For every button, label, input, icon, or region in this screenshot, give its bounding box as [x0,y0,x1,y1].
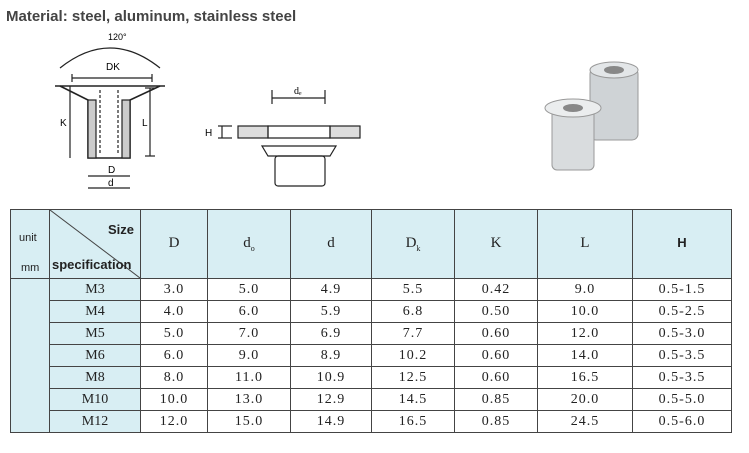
de-label: dₑ [294,86,302,97]
d-outer-label: d [108,178,114,189]
value-cell: 6.0 [141,345,208,367]
header-K: K [455,210,538,279]
size-cell: M8 [50,367,141,389]
technical-drawings [0,28,749,208]
size-cell: M12 [50,411,141,433]
value-cell: 12.0 [141,411,208,433]
value-cell: 10.0 [538,301,633,323]
value-cell: 16.5 [538,367,633,389]
value-cell: 4.0 [141,301,208,323]
table-row [11,411,732,433]
value-cell: 0.5-3.5 [633,367,732,389]
specification-table [10,209,732,433]
value-cell: 5.5 [372,279,455,301]
value-cell: 15.0 [208,411,291,433]
value-cell: 0.5-3.0 [633,323,732,345]
value-cell: 3.0 [141,279,208,301]
size-cell: M4 [50,301,141,323]
value-cell: 6.9 [291,323,372,345]
value-cell: 7.7 [372,323,455,345]
value-cell: 0.5-5.0 [633,389,732,411]
value-cell: 6.8 [372,301,455,323]
h-label: H [205,128,213,139]
header-H: H [633,210,732,279]
page-title: Material: steel, aluminum, stainless steel [6,8,297,25]
table-row [11,389,732,411]
size-spec-header [50,210,141,279]
value-cell: 13.0 [208,389,291,411]
value-cell: 16.5 [372,411,455,433]
value-cell: 14.0 [538,345,633,367]
value-cell: 0.5-2.5 [633,301,732,323]
value-cell: 0.60 [455,323,538,345]
value-cell: 9.0 [208,345,291,367]
unit-column-blank [11,279,50,433]
value-cell: 8.9 [291,345,372,367]
header-dk: $D_k$ [372,210,455,279]
value-cell: 0.85 [455,411,538,433]
value-cell: 7.0 [208,323,291,345]
specification-label: specification [52,257,132,272]
value-cell: 10.0 [141,389,208,411]
value-cell: 0.5-3.5 [633,345,732,367]
value-cell: 0.42 [455,279,538,301]
header-L: L [538,210,633,279]
value-cell: 10.9 [291,367,372,389]
value-cell: 12.9 [291,389,372,411]
value-cell: 12.0 [538,323,633,345]
table-header-row [11,210,732,279]
value-cell: 20.0 [538,389,633,411]
value-cell: 4.9 [291,279,372,301]
value-cell: 5.9 [291,301,372,323]
value-cell: 0.85 [455,389,538,411]
value-cell: 5.0 [208,279,291,301]
l-label: L [142,118,148,129]
value-cell: 11.0 [208,367,291,389]
mm-label: mm [21,262,40,274]
angle-label: 120° [108,32,127,42]
size-cell: M5 [50,323,141,345]
unit-label: unit [19,232,37,244]
table-row [11,279,732,301]
value-cell: 5.0 [141,323,208,345]
table-row [11,367,732,389]
unit-cell [11,210,50,279]
header-d: d [291,210,372,279]
size-label: Size [107,222,134,237]
value-cell: 24.5 [538,411,633,433]
header-do: $d_o$ [208,210,291,279]
value-cell: 6.0 [208,301,291,323]
installed-nut-drawing [218,90,360,186]
dk-label: DK [106,62,120,73]
k-label: K [60,118,67,129]
value-cell: 8.0 [141,367,208,389]
size-cell: M6 [50,345,141,367]
value-cell: 0.5-6.0 [633,411,732,433]
table-row [11,301,732,323]
d-inner-label: D [108,165,116,176]
header-D: D [141,210,208,279]
value-cell: 0.5-1.5 [633,279,732,301]
rivet-nut-photo [545,62,638,170]
table-row [11,323,732,345]
value-cell: 14.5 [372,389,455,411]
size-cell: M10 [50,389,141,411]
value-cell: 10.2 [372,345,455,367]
value-cell: 0.60 [455,367,538,389]
value-cell: 9.0 [538,279,633,301]
value-cell: 0.50 [455,301,538,323]
table-row [11,345,732,367]
value-cell: 14.9 [291,411,372,433]
size-cell: M3 [50,279,141,301]
value-cell: 0.60 [455,345,538,367]
value-cell: 12.5 [372,367,455,389]
